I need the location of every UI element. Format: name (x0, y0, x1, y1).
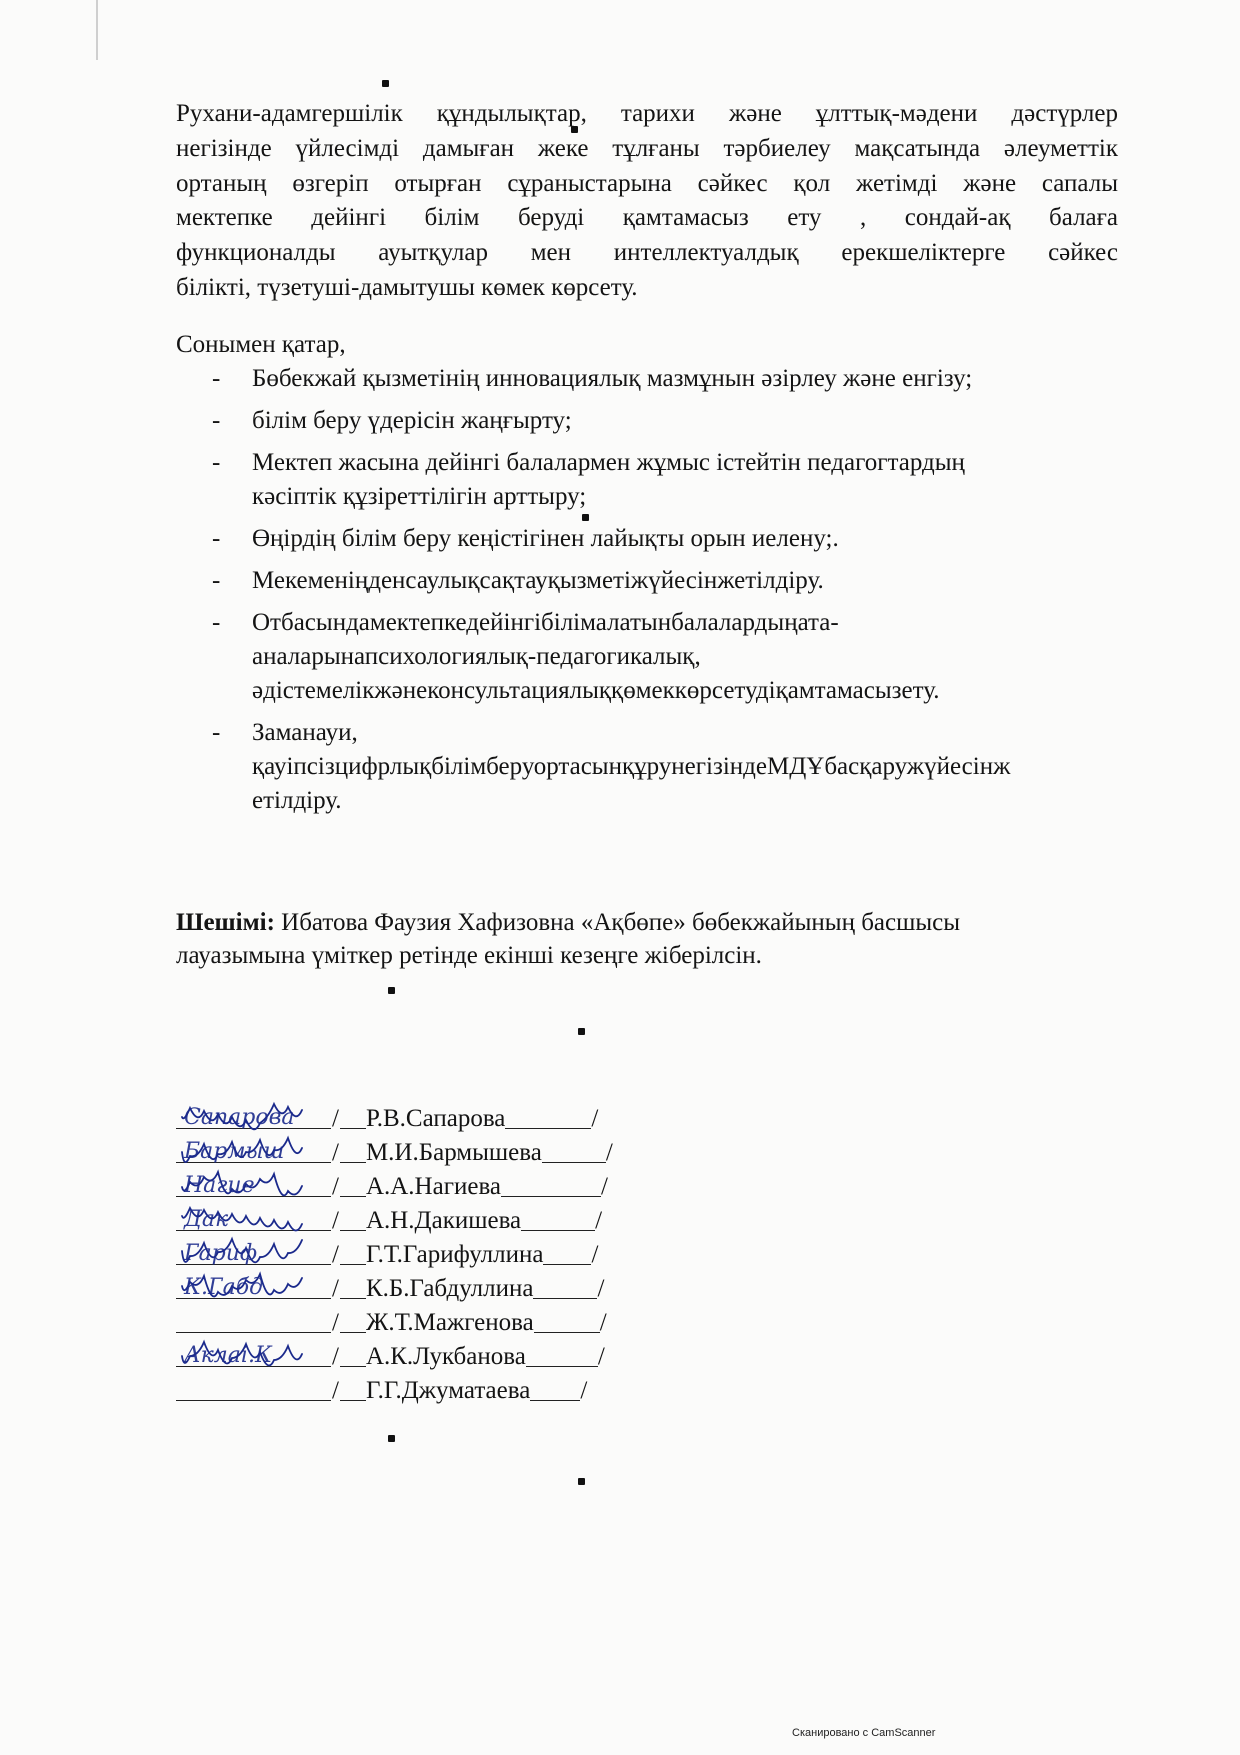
signature-scribble: Гариф (184, 1241, 258, 1266)
decision-label: Шешімі: (176, 909, 275, 936)
name-underline (530, 1374, 580, 1401)
signatory-name: А.Н.Дакишева (365, 1207, 522, 1234)
signatory-name: А.К.Лукбанова (365, 1343, 526, 1370)
goal-item (176, 716, 1136, 818)
name-underline (501, 1170, 601, 1197)
signatory-name: Г.Т.Гарифуллина (365, 1241, 544, 1268)
name-underline (340, 1136, 366, 1163)
signature-scribble: Дак (184, 1207, 229, 1232)
separator-slash: / (599, 1309, 607, 1336)
goal-item-text: Өңірдің білім беру кеңістігінен лайықты орын иелену;. (252, 525, 839, 552)
decision-block (176, 906, 1136, 972)
decision-text-1: Ибатова Фаузия Хафизовна «Ақбөпе» бөбекжайының басшысы (274, 909, 961, 936)
separator-slash: / (601, 1173, 608, 1200)
separator-slash: / (332, 1343, 339, 1370)
signature-row (176, 1340, 613, 1374)
name-underline (526, 1340, 598, 1367)
name-underline (340, 1340, 366, 1367)
separator-slash: / (332, 1309, 339, 1336)
decision-line-1 (176, 906, 1136, 939)
separator-slash: / (591, 1105, 599, 1132)
separator-slash: / (595, 1207, 603, 1234)
goal-item-text: кәсіптік құзіреттілігін арттыру; (252, 483, 587, 510)
separator-slash: / (597, 1343, 605, 1370)
goal-item-text: қауіпсізцифрлықбілімберуортасынқұрунегізіндеМДҰбасқаружүйесінж (252, 753, 1011, 780)
goal-item-text: Бөбекжай қызметінің инновациялық мазмұнын әзірлеу және енгізу; (252, 365, 973, 392)
goal-item-text: аналарынапсихологиялық-педагогикалық, (252, 643, 701, 670)
handwritten-signature (176, 1322, 336, 1378)
goal-item (176, 564, 1136, 598)
goal-item (176, 362, 1136, 396)
goal-item (176, 606, 1136, 708)
signature-row (176, 1272, 613, 1306)
name-underline (505, 1102, 591, 1129)
scan-edge-mark (96, 0, 98, 60)
goal-item-text: білім беру үдерісін жаңғырту; (252, 407, 572, 434)
separator-slash: / (332, 1207, 339, 1234)
goals-list (176, 362, 1136, 826)
name-underline (533, 1272, 597, 1299)
separator-slash: / (580, 1377, 588, 1404)
goal-item-text: әдістемелікжәнеконсультациялыққөмеккөрсетудіқамтамасызету. (252, 677, 940, 704)
bullet-dash: - (212, 365, 221, 392)
scan-dot (578, 1478, 585, 1485)
separator-slash: / (332, 1275, 339, 1302)
paragraph-line: Рухани-адамгершілік құндылықтар, тарихи және ұлттық-мәдени дәстүрлер (176, 100, 1118, 127)
scan-dot (578, 1028, 585, 1035)
bullet-dash: - (212, 525, 221, 552)
separator-slash: / (605, 1139, 613, 1166)
goal-item-text: Мектеп жасына дейінгі балалармен жұмыс істейтін педагогтардың (252, 449, 965, 476)
paragraph-line: ортаның өзгеріп отырған сұраныстарына сәйкес қол жетімді және сапалы (176, 169, 1118, 197)
decision-line-2: лауазымына үміткер ретінде екінші кезеңге жіберілсін. (176, 942, 762, 969)
goal-item-text: Мекеменіңденсаулықсақтауқызметіжүйесінжетілдіру. (252, 567, 824, 594)
paragraph-line: мектепке дейінгі білім беруді қамтамасыз ету , сондай-ақ балаға (176, 204, 1118, 232)
paragraph-line: білікті, түзетуші-дамытушы көмек көрсету. (176, 273, 638, 301)
separator-slash: / (332, 1377, 339, 1404)
separator-slash: / (332, 1173, 339, 1200)
goal-item-text: Заманауи, (252, 719, 358, 746)
signature-scribble: К.Габд (184, 1275, 264, 1300)
scan-dot (382, 80, 389, 87)
intro-line: Сонымен қатар, (176, 331, 346, 358)
name-underline (340, 1204, 366, 1231)
goal-item (176, 446, 1136, 514)
name-underline (340, 1374, 366, 1401)
bullet-dash: - (212, 567, 221, 594)
signature-scribble: Сапарова (184, 1105, 295, 1130)
name-underline (340, 1170, 366, 1197)
signatory-name: Ж.Т.Мажгенова (365, 1309, 534, 1336)
paragraph-line: функционалды ауытқулар мен интеллектуалдық ерекшеліктерге сәйкес (176, 239, 1118, 267)
signature-scribble: Нагие (184, 1173, 255, 1198)
name-underline (340, 1238, 366, 1265)
name-underline (542, 1136, 606, 1163)
bullet-dash: - (212, 609, 221, 636)
goal-item-text: етілдіру. (252, 787, 342, 814)
scan-dot (388, 1435, 395, 1442)
signature-line (176, 1374, 331, 1401)
separator-slash: / (597, 1275, 605, 1302)
scanner-footer: Сканировано с CamScanner (792, 1727, 936, 1739)
name-underline (340, 1272, 366, 1299)
paragraph-line: негізінде үйлесімді дамыған жеке тұлғаны тәрбиелеу мақсатында әлеуметтік (176, 134, 1118, 162)
name-underline (521, 1204, 595, 1231)
goal-item (176, 522, 1136, 556)
signature-scribble: Аклаі.К (184, 1343, 272, 1368)
name-underline (340, 1306, 366, 1333)
signature-scribble: Бармыш (184, 1139, 285, 1164)
separator-slash: / (332, 1139, 339, 1166)
name-underline (340, 1102, 366, 1129)
separator-slash: / (332, 1105, 339, 1132)
signature-row (176, 1374, 613, 1408)
separator-slash: / (332, 1241, 339, 1268)
name-underline (543, 1238, 591, 1265)
bullet-dash: - (212, 449, 221, 476)
bullet-dash: - (212, 719, 221, 746)
name-underline (534, 1306, 600, 1333)
handwritten-signature (176, 1254, 336, 1310)
scan-dot (388, 987, 395, 994)
signatures-block (176, 1102, 613, 1408)
signatory-name: К.Б.Габдуллина (365, 1275, 534, 1302)
signatory-name: Г.Г.Джуматаева (365, 1377, 531, 1404)
main-paragraph (176, 97, 1118, 306)
separator-slash: / (591, 1241, 599, 1268)
signatory-name: А.А.Нагиева (365, 1173, 502, 1200)
signatory-name: Р.В.Сапарова (365, 1105, 506, 1132)
signatory-name: М.И.Бармышева (365, 1139, 542, 1166)
bullet-dash: - (212, 407, 221, 434)
goal-item-text: Отбасындамектепкедейінгібілімалатынбалалардыңата- (252, 609, 839, 636)
goal-item (176, 404, 1136, 438)
